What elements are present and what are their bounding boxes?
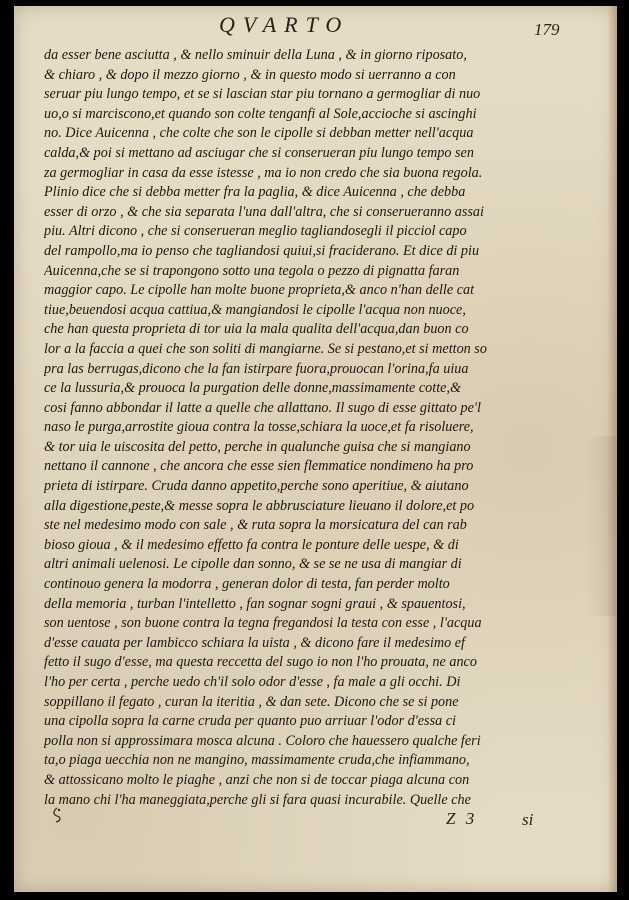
text-line: calda,& poi si mettano ad asciugar che si conserueran piu lungo tempo sen — [44, 144, 474, 161]
text-line: & chiaro , & dopo il mezzo giorno , & in questo modo si uerranno a con — [44, 66, 456, 83]
signature-mark: Z 3 — [446, 809, 478, 828]
text-line: Plinio dice che si debba metter fra la paglia, & dice Auicenna , che debba — [44, 184, 466, 201]
text-line: & tor uia le uiscosita del petto, perche in qualunche guisa che si mangiano — [44, 438, 471, 455]
text-line: bioso gioua , & il medesimo effetto fa contra le ponture delle uespe, & di — [44, 536, 459, 553]
text-line: una cipolla sopra la carne cruda per quanto puo arriuar l'odor d'essa ci — [44, 713, 456, 730]
catchword: si — [522, 810, 534, 829]
text-line: & attossicano molto le piaghe , anzi che non si de toccar piaga alcuna con — [44, 771, 470, 788]
text-line: pra las berrugas,dicono che la fan istirpare fuora,prouocan l'orina,fa uiua — [44, 360, 469, 377]
text-line: naso le purga,arrostite gioua contra la tosse,schiara la uoce,et fa risoluere, — [44, 419, 474, 436]
text-line: da esser bene asciutta , & nello sminuir della Luna , & in giorno riposato, — [44, 47, 467, 63]
text-line: nettano il cannone , che ancora che esse sien flemmatice nondimeno ha pro — [44, 458, 474, 475]
text-line: maggior capo. Le cipolle han molte buone proprieta,& anco n'han delle cat — [44, 282, 475, 299]
text-line: la mano chi l'ha maneggiata,perche gli si fara quasi incurabile. Quelle che — [44, 791, 471, 808]
text-line: continouo genera la modorra , generan dolor di testa, fan perder molto — [44, 576, 450, 593]
text-line: tiue,beuendosi acqua cattiua,& mangiandosi le cipolle l'acqua non nuoce, — [44, 301, 466, 318]
text-line: no. Dice Auicenna , che colte che son le cipolle si debban metter nell'acqua — [44, 125, 474, 142]
text-line: del rampollo,ma io penso che tagliandosi quiui,si fraciderano. Et dice di piu — [44, 242, 480, 259]
ink-flourish-icon — [50, 806, 64, 824]
text-line: l'ho per certa , perche uedo ch'il solo odor d'esse , fa male a gli occhi. Di — [44, 674, 461, 690]
text-line: prieta di istirpare. Cruda danno appetito,perche sono aperitiue, & aiutano — [44, 478, 469, 495]
text-line: son uentose , son buone contra la tegna fregandosi la testa con esse , l'acqua — [44, 615, 482, 632]
text-line: uo,o si marciscono,et quando son colte tenganfi al Sole,accioche si ascinghi — [44, 105, 477, 122]
text-line: ce la lussuria,& prouoca la purgation delle donne,massimamente cotte,& — [44, 380, 462, 397]
text-line: alla digestione,peste,& messe sopra le abbrusciature lieuano il dolore,et po — [44, 497, 475, 514]
page-number: 179 — [534, 20, 560, 39]
running-head: QVARTO — [219, 12, 350, 37]
text-line: piu. Altri dicono , che si conserueran meglio tagliandosegli il picciol capo — [44, 223, 467, 240]
text-line: Auicenna,che se si trapongono sotto una tegola o pezzo di pignatta faran — [44, 262, 460, 279]
text-line: ta,o piaga uecchia non ne mangino, massimamente cruda,che infiammano, — [44, 752, 470, 769]
text-line: d'esse cauata per lambicco schiara la uista , & dicono fare il medesimo ef — [44, 634, 465, 651]
text-line: ste nel medesimo modo con sale , & ruta sopra la morsicatura del can rab — [44, 517, 467, 534]
text-line: cosi fanno abbondar il latte a quelle che allattano. Il sugo di esse gittato pe'l — [44, 399, 481, 416]
text-line: polla non si approssimara mosca alcuna . Coloro che hauessero qualche feri — [44, 732, 481, 749]
text-line: esser di orzo , & che sia separata l'una dall'altra, che si conserueranno assai — [44, 203, 484, 220]
text-line: za germogliar in casa da esse istesse , ma io non credo che sia buona regola. — [44, 164, 483, 181]
text-line: soppillano il fegato , curan la iteritia , & dan sete. Dicono che se si pone — [44, 693, 459, 710]
text-line: che han questa proprieta di tor uia la mala qualita dell'acqua,dan buon co — [44, 321, 469, 338]
text-line: della memoria , turban l'intelletto , fan sognar sogni graui , & spauentosi, — [44, 595, 466, 612]
book-page — [14, 6, 617, 892]
text-line: fetto il sugo d'esse, ma questa reccetta del sugo io non l'ho prouata, ne anco — [44, 654, 477, 671]
text-line: lor a la faccia a quei che son soliti di mangiarne. Se si pestano,et si metton so — [44, 340, 487, 357]
text-line: altri animali uelenosi. Le cipolle dan sonno, & se se ne usa di mangiar di — [44, 556, 462, 573]
body-text — [44, 46, 600, 810]
text-line: seruar piu lungo tempo, et se si lascian star piu tornano a germogliar di nuo — [44, 86, 481, 103]
